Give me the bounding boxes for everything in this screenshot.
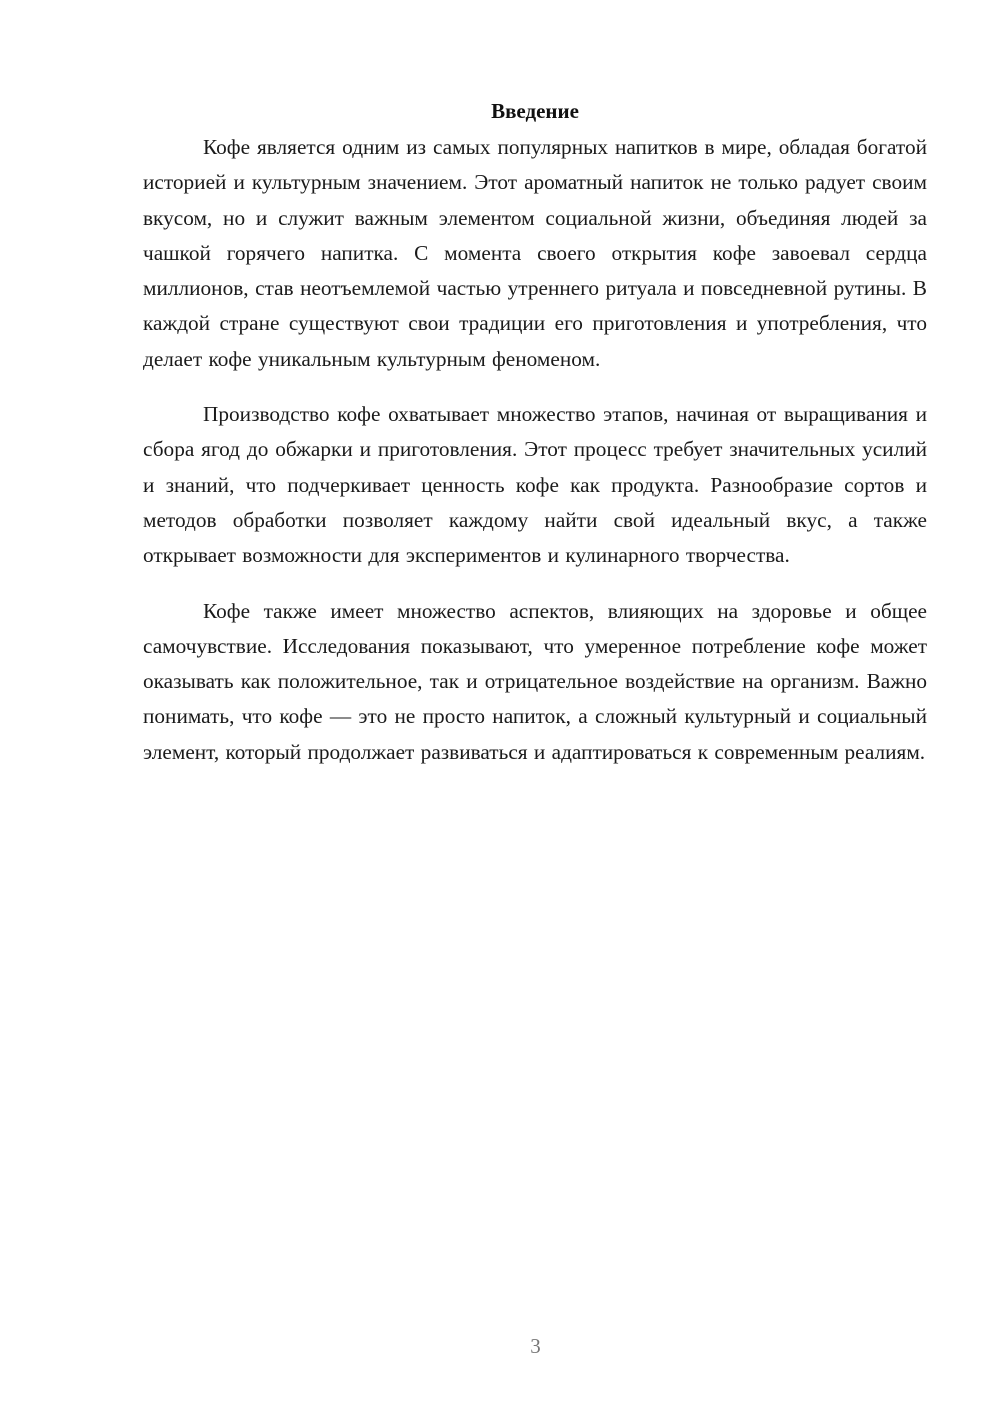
section-heading: Введение bbox=[491, 99, 579, 123]
paragraph-1: Кофе является одним из самых популярных напитков в мире, обладая богатой историей и культурным значением. Этот ароматный напиток не только радует своим вкусом, но и служит важным элементом социальной жизни, объединяя людей за чашкой горячего напитка. С момента своего открытия кофе завоевал сердца миллионов, став неотъемлемой частью утреннего ритуала и повседневной рутины. В каждой стране существуют свои традиции его приготовления и употребления, что делает кофе уникальным культурным феноменом. bbox=[143, 135, 927, 371]
paragraph-3: Кофе также имеет множество аспектов, влияющих на здоровье и общее самочувствие. Исследования показывают, что умеренное потребление кофе может оказывать как положительное, так и отрицательное воздействие на организм. Важно понимать, что кофе — это не просто напиток, а сложный культурный и социальный элемент, который продолжает развиваться и адаптироваться к современным реалиям. bbox=[143, 598, 927, 764]
page-content bbox=[143, 96, 927, 790]
page-number: 3 bbox=[530, 1334, 541, 1358]
paragraph-2: Производство кофе охватывает множество этапов, начиная от выращивания и сбора ягод до обжарки и приготовления. Этот процесс требует значительных усилий и знаний, что подчеркивает ценность кофе как продукта. Разнообразие сортов и методов обработки позволяет каждому найти свой идеальный вкус, а также открывает возможности для экспериментов и кулинарного творчества. bbox=[143, 402, 927, 568]
